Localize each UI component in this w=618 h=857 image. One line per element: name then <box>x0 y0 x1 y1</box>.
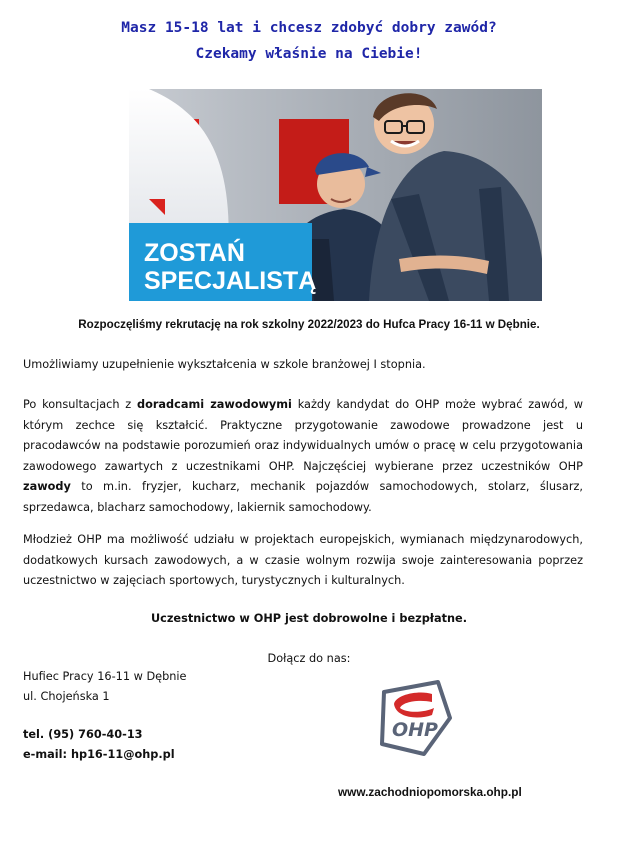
career-advisors: doradcami zawodowymi <box>137 398 292 411</box>
contact-street: ul. Chojeńska 1 <box>23 690 110 703</box>
badge-line-1: ZOSTAŃ <box>144 239 245 267</box>
contact-email[interactable]: e-mail: hp16-11@ohp.pl <box>23 748 175 761</box>
career-text-2: każdy kandydat do OHP może wybrać zawód, w którym zechce się kształcić. Praktyczne przygotowanie zawodowe prowadzone jest u pracodawców na podstawie porozumień oraz indywidualnych umów o pracę w celu przygotowania zawodowego zawartych z uczestnikami OHP. Najczęściej wybierane przez uczestników OHP <box>23 398 583 473</box>
career-text-1: Po konsultacjach z <box>23 398 137 411</box>
career-paragraph <box>23 395 583 518</box>
website-link[interactable]: www.zachodniopomorska.ohp.pl <box>338 785 522 799</box>
join-us: Dołącz do nas: <box>267 652 351 665</box>
career-professions: zawody <box>23 480 71 493</box>
contact-phone: tel. (95) 760-40-13 <box>23 728 143 741</box>
activities-paragraph: Młodzież OHP ma możliwość udziału w projektach europejskich, wymianach międzynarodowych, dodatkowych kursach zawodowych, a w czasie wolnym rozwija swoje zainteresowania poprzez uczestnictwo w zajęciach sportowych, turystycznych i kulturalnych. <box>23 533 583 587</box>
career-text-3: to m.in. fryzjer, kucharz, mechanik pojazdów samochodowych, stolarz, ślusarz, sprzedawca, blacharz samochodowy, lakiernik samochodowy. <box>23 480 583 514</box>
free-participation: Uczestnictwo w OHP jest dobrowolne i bezpłatne. <box>150 612 467 625</box>
headline-invitation: Czekamy właśnie na Ciebie! <box>195 46 423 62</box>
hero-image <box>129 89 542 301</box>
recruitment-announcement: Rozpoczęliśmy rekrutację na rok szkolny 2022/2023 do Hufca Pracy 16-11 w Dębnie. <box>78 318 540 331</box>
education-supplement: Umożliwiamy uzupełnienie wykształcenia w szkole branżowej I stopnia. <box>23 358 426 371</box>
badge-line-2: SPECJALISTĄ <box>144 267 317 295</box>
headline-question: Masz 15-18 lat i chcesz zdobyć dobry zawód? <box>121 20 497 36</box>
contact-name: Hufiec Pracy 16-11 w Dębnie <box>23 670 187 683</box>
ohp-logo <box>374 678 454 758</box>
ohp-logo-text: OHP <box>392 719 438 741</box>
